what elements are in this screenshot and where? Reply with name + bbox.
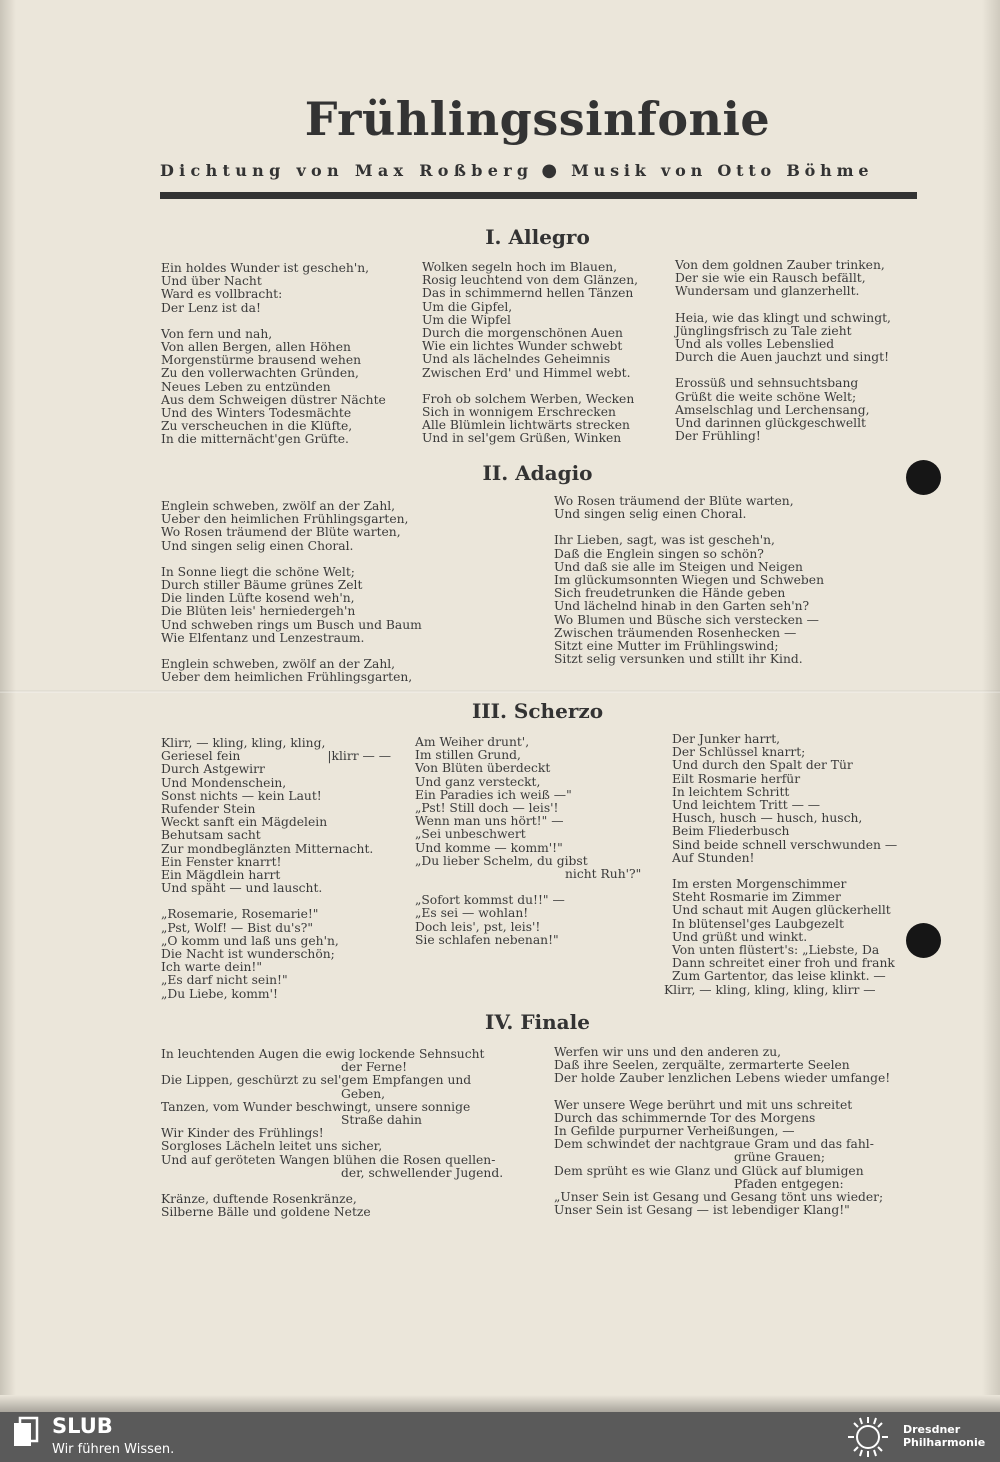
punch-hole-top <box>906 460 941 495</box>
verse-line: Und komme — komm'!" <box>415 840 563 855</box>
verse-line: Am Weiher drunt', <box>415 735 530 749</box>
verse-line: Der Lenz ist da! <box>161 300 261 315</box>
verse-line: Und Mondenschein, <box>161 775 287 790</box>
verse-line: Und des Winters Todesmächte <box>161 406 352 421</box>
verse-line: Und durch den Spalt der Tür <box>672 758 853 773</box>
verse-line: „Es darf nicht sein!" <box>161 973 288 988</box>
verse-line: Englein schweben, zwölf an der Zahl, <box>161 657 396 672</box>
verse-line: Im ersten Morgenschimmer <box>672 877 847 892</box>
verse-line: Husch, husch — husch, husch, <box>672 811 863 826</box>
verse-line: Sich in wonnigem Erschrecken <box>422 405 616 420</box>
verse-line: In leichtem Schritt <box>672 784 790 799</box>
verse-line: Geriesel fein <box>161 749 241 764</box>
verse-line: Um die Gipfel, <box>422 299 513 314</box>
verse-line: Und grüßt und winkt. <box>672 929 808 944</box>
section-heading-finale: IV. Finale <box>485 1010 590 1034</box>
verse-line: „O komm und laß uns geh'n, <box>161 933 339 948</box>
verse-line: Von allen Bergen, allen Höhen <box>161 340 351 355</box>
verse-line: Daß ihre Seelen, zerquälte, zermarterte Seelen <box>554 1058 850 1073</box>
verse-line: Und darinnen glückgeschwellt <box>675 416 866 431</box>
sunburst-logo-icon <box>843 1415 893 1459</box>
verse-line: Und ganz versteckt, <box>415 774 541 789</box>
verse-line: Im glückumsonnten Wiegen und Schweben <box>554 573 825 588</box>
verse-line: Der holde Zauber lenzlichen Lebens wieder umfange! <box>554 1071 891 1086</box>
punch-hole-bottom <box>906 923 941 958</box>
verse-line: In blütensel'ges Laubgezelt <box>672 916 844 931</box>
verse-line: nicht Ruh'?" <box>565 867 642 882</box>
verse-line: Zur mondbeglänzten Mitternacht. <box>161 841 374 856</box>
verse-line: Froh ob solchem Werben, Wecken <box>422 391 635 406</box>
verse-line: Sind beide schnell verschwunden — <box>672 837 898 852</box>
verse-line: Wo Blumen und Büsche sich verstecken — <box>554 612 819 627</box>
verse-line-end: |klirr — — <box>327 749 391 764</box>
verse-line: Wo Rosen träumend der Blüte warten, <box>161 525 401 540</box>
verse-line: Tanzen, vom Wunder beschwingt, unsere sonnige <box>161 1099 471 1114</box>
verse-line: Durch Astgewirr <box>161 762 265 777</box>
verse-line: Beim Fliederbusch <box>672 824 790 839</box>
verse-line: Ein Mägdlein harrt <box>161 868 281 883</box>
verse-line: Dem schwindet der nachtgraue Gram und das fahl- <box>554 1137 874 1152</box>
verse-line: Aus dem Schweigen düstrer Nächte <box>161 392 386 407</box>
verse-line: Wie Elfentanz und Lenzestraum. <box>161 630 365 645</box>
document-subtitle <box>160 160 920 181</box>
verse-line: „Unser Sein ist Gesang und Gesang tönt uns wieder; <box>554 1190 884 1205</box>
scherzo-column-1 <box>161 737 391 1001</box>
verse-line: Zwischen träumenden Rosenhecken — <box>554 625 797 640</box>
partner-name-line: Dresdner <box>903 1423 961 1436</box>
allegro-column-1 <box>161 262 386 447</box>
verse-line: „Sofort kommst du!!" — <box>415 893 565 908</box>
verse-line: Wundersam und glanzerhellt. <box>675 284 860 299</box>
verse-line: Zum Gartentor, das leise klinkt. — <box>672 969 886 984</box>
verse-line: Und daß sie alle im Steigen und Neigen <box>554 559 803 574</box>
verse-line: Rosig leuchtend von dem Glänzen, <box>422 273 639 288</box>
verse-line: Eilt Rosmarie herfür <box>672 771 801 786</box>
verse-line: Durch die Auen jauchzt und singt! <box>675 350 890 365</box>
verse-line: „Rosemarie, Rosemarie!" <box>161 907 319 922</box>
adagio-column-2 <box>554 495 824 666</box>
finale-column-2 <box>554 1046 890 1217</box>
verse-line: Ueber dem heimlichen Frühlingsgarten, <box>161 670 413 685</box>
verse-line: Und späht — und lauscht. <box>161 881 323 896</box>
verse-line: der Ferne! <box>341 1060 408 1075</box>
verse-line: Ich warte dein!" <box>161 960 263 975</box>
verse-line: Und singen selig einen Choral. <box>161 538 354 553</box>
section-heading-adagio: II. Adagio <box>482 461 593 485</box>
verse-line: Steht Rosmarie im Zimmer <box>672 890 841 905</box>
page-edge-bottom <box>0 1395 1000 1412</box>
verse-line: Weckt sanft ein Mägdelein <box>161 815 328 830</box>
verse-line: Und lächelnd hinab in den Garten seh'n? <box>554 599 810 614</box>
verse-line: Wir Kinder des Frühlings! <box>161 1126 324 1141</box>
verse-line: Sich freudetrunken die Hände geben <box>554 586 786 601</box>
verse-line: Ein holdes Wunder ist gescheh'n, <box>161 261 370 275</box>
partner-name <box>903 1423 985 1449</box>
verse-line: Straße dahin <box>341 1113 422 1128</box>
verse-line: Wer unsere Wege berührt und mit uns schreitet <box>554 1097 853 1112</box>
verse-line: Wolken segeln hoch im Blauen, <box>422 260 618 274</box>
library-name: SLUB <box>52 1414 113 1438</box>
verse-line: Sitzt eine Mutter im Frühlingswind; <box>554 639 779 654</box>
verse-line: Von fern und nah, <box>161 326 273 341</box>
verse-line: Zu verscheuchen in die Klüfte, <box>161 419 353 434</box>
verse-line: Wie ein lichtes Wunder schwebt <box>422 339 623 354</box>
verse-line: Durch die morgenschönen Auen <box>422 326 623 341</box>
verse-line: Die Lippen, geschürzt zu sel'gem Empfangen und <box>161 1073 472 1088</box>
verse-line: Der Junker harrt, <box>672 732 781 746</box>
verse-line: „Sei unbeschwert <box>415 827 526 842</box>
paper-fold <box>0 690 1000 693</box>
allegro-column-2 <box>422 261 638 446</box>
subtitle-author: Dichtung von Max Roßberg <box>160 161 534 180</box>
verse-line: Und über Nacht <box>161 274 262 289</box>
verse-line: Und als lächelndes Geheimnis <box>422 352 611 367</box>
verse-line: Und in sel'gem Grüßen, Winken <box>422 431 622 446</box>
verse-line: Und auf geröteten Wangen blühen die Rosen quellen- <box>161 1152 496 1167</box>
verse-line: Der sie wie ein Rausch befällt, <box>675 271 866 286</box>
verse-line: Dann schreitet einer froh und frank <box>672 956 895 971</box>
verse-line: „Pst! Still doch — leis'! <box>415 801 559 816</box>
verse-line: Und als volles Lebenslied <box>675 337 835 352</box>
verse-line: Klirr, — kling, kling, kling, <box>161 736 326 750</box>
verse-line: Das in schimmernd hellen Tänzen <box>422 286 634 301</box>
verse-line: In die mitternächt'gen Grüfte. <box>161 432 349 447</box>
scherzo-column-2 <box>415 736 641 947</box>
verse-line: Doch leis', pst, leis'! <box>415 919 541 934</box>
subtitle-composer: Musik von Otto Böhme <box>571 161 874 180</box>
verse-line: Die linden Lüfte kosend weh'n, <box>161 591 355 606</box>
verse-line: „Du lieber Schelm, du gibst <box>415 853 588 868</box>
section-heading-allegro: I. Allegro <box>485 225 590 249</box>
title-rule <box>160 192 917 199</box>
adagio-column-1 <box>161 500 422 684</box>
verse-line: Jünglingsfrisch zu Tale zieht <box>675 323 852 338</box>
verse-line: der, schwellender Jugend. <box>341 1165 504 1180</box>
verse-line: Silberne Bälle und goldene Netze <box>161 1205 371 1220</box>
verse-line: Heia, wie das klingt und schwingt, <box>675 310 891 325</box>
verse-line: Kränze, duftende Rosenkränze, <box>161 1192 357 1207</box>
verse-line: Und schaut mit Augen glückerhellt <box>672 903 891 918</box>
verse-line: „Pst, Wolf! — Bist du's?" <box>161 920 313 935</box>
verse-line: Und schweben rings um Busch und Baum <box>161 617 422 632</box>
verse-line: Die Blüten leis' herniedergeh'n <box>161 604 356 619</box>
verse-line: Sorgloses Lächeln leitet uns sicher, <box>161 1139 383 1154</box>
verse-line: „Es sei — wohlan! <box>415 906 529 921</box>
verse-line: Zwischen Erd' und Himmel webt. <box>422 365 631 380</box>
verse-line: Behutsam sacht <box>161 828 261 843</box>
verse-line: In leuchtenden Augen die ewig lockende Sehnsucht <box>161 1047 485 1061</box>
verse-line: grüne Grauen; <box>734 1150 826 1165</box>
verse-line: Ueber den heimlichen Frühlingsgarten, <box>161 512 409 527</box>
verse-line: Von dem goldnen Zauber trinken, <box>675 258 885 272</box>
verse-line: Werfen wir uns und den anderen zu, <box>554 1045 782 1059</box>
verse-line: Sonst nichts — kein Laut! <box>161 788 322 803</box>
verse-line: Neues Leben zu entzünden <box>161 379 331 394</box>
verse-line: Geben, <box>341 1086 386 1101</box>
verse-line: Im stillen Grund, <box>415 748 521 763</box>
verse-line: Von Blüten überdeckt <box>415 761 551 776</box>
verse-line: Durch stiller Bäume grünes Zelt <box>161 578 363 593</box>
verse-line: Ward es vollbracht: <box>161 287 283 302</box>
verse-line: Sitzt selig versunken und stillt ihr Kind. <box>554 652 803 667</box>
verse-line: Erossüß und sehnsuchtsbang <box>675 376 859 391</box>
verse-line: Alle Blümlein lichtwärts strecken <box>422 418 630 433</box>
verse-line: Klirr, — kling, kling, kling, klirr — <box>664 982 876 997</box>
verse-line: Die Nacht ist wunderschön; <box>161 947 335 962</box>
verse-line: Der Frühling! <box>675 429 761 444</box>
section-heading-scherzo: III. Scherzo <box>471 699 604 723</box>
verse-line: Ihr Lieben, sagt, was ist gescheh'n, <box>554 533 775 548</box>
verse-line: Pfaden entgegen: <box>734 1176 844 1191</box>
verse-line: Der Schlüssel knarrt; <box>672 745 806 760</box>
verse-line: Ein Paradies ich weiß —" <box>415 787 572 802</box>
verse-line: Amselschlag und Lerchensang, <box>675 402 870 417</box>
verse-line: Englein schweben, zwölf an der Zahl, <box>161 499 396 513</box>
verse-line: Grüßt die weite schöne Welt; <box>675 389 857 404</box>
verse-line: Auf Stunden! <box>672 850 755 865</box>
document-title: Frühlingssinfonie <box>304 92 771 146</box>
verse-line: Rufender Stein <box>161 802 256 817</box>
book-icon <box>12 1416 40 1448</box>
verse-line: Daß die Englein singen so schön? <box>554 546 764 561</box>
allegro-column-3 <box>675 259 891 443</box>
verse-line: Sie schlafen nebenan!" <box>415 932 559 947</box>
verse-line: In Sonne liegt die schöne Welt; <box>161 564 355 579</box>
verse-line: Um die Wipfel <box>422 312 511 327</box>
verse-line: Wenn man uns hört!" — <box>415 814 564 829</box>
verse-line: In Gefilde purpurner Verheißungen, — <box>554 1124 795 1139</box>
verse-line: Morgenstürme brausend wehen <box>161 353 362 368</box>
library-tagline: Wir führen Wissen. <box>52 1442 175 1457</box>
verse-line: Unser Sein ist Gesang — ist lebendiger Klang!" <box>554 1203 850 1218</box>
verse-line: Von unten flüstert's: „Liebste, Da <box>672 943 880 958</box>
finale-column-1 <box>161 1048 525 1219</box>
verse-line: Und singen selig einen Choral. <box>554 507 747 522</box>
verse-line: Durch das schimmernde Tor des Morgens <box>554 1110 816 1125</box>
verse-line: Ein Fenster knarrt! <box>161 854 282 869</box>
partner-name-line: Philharmonie <box>903 1436 986 1449</box>
verse-line: Wo Rosen träumend der Blüte warten, <box>554 494 794 508</box>
verse-line: „Du Liebe, komm'! <box>161 986 278 1001</box>
verse-line: Dem sprüht es wie Glanz und Glück auf blumigen <box>554 1163 864 1178</box>
subtitle-separator-dot: ● <box>541 160 558 181</box>
scherzo-column-3 <box>664 732 898 997</box>
verse-line: Zu den vollerwachten Gründen, <box>161 366 359 381</box>
verse-line: Und leichtem Tritt — — <box>672 798 821 813</box>
